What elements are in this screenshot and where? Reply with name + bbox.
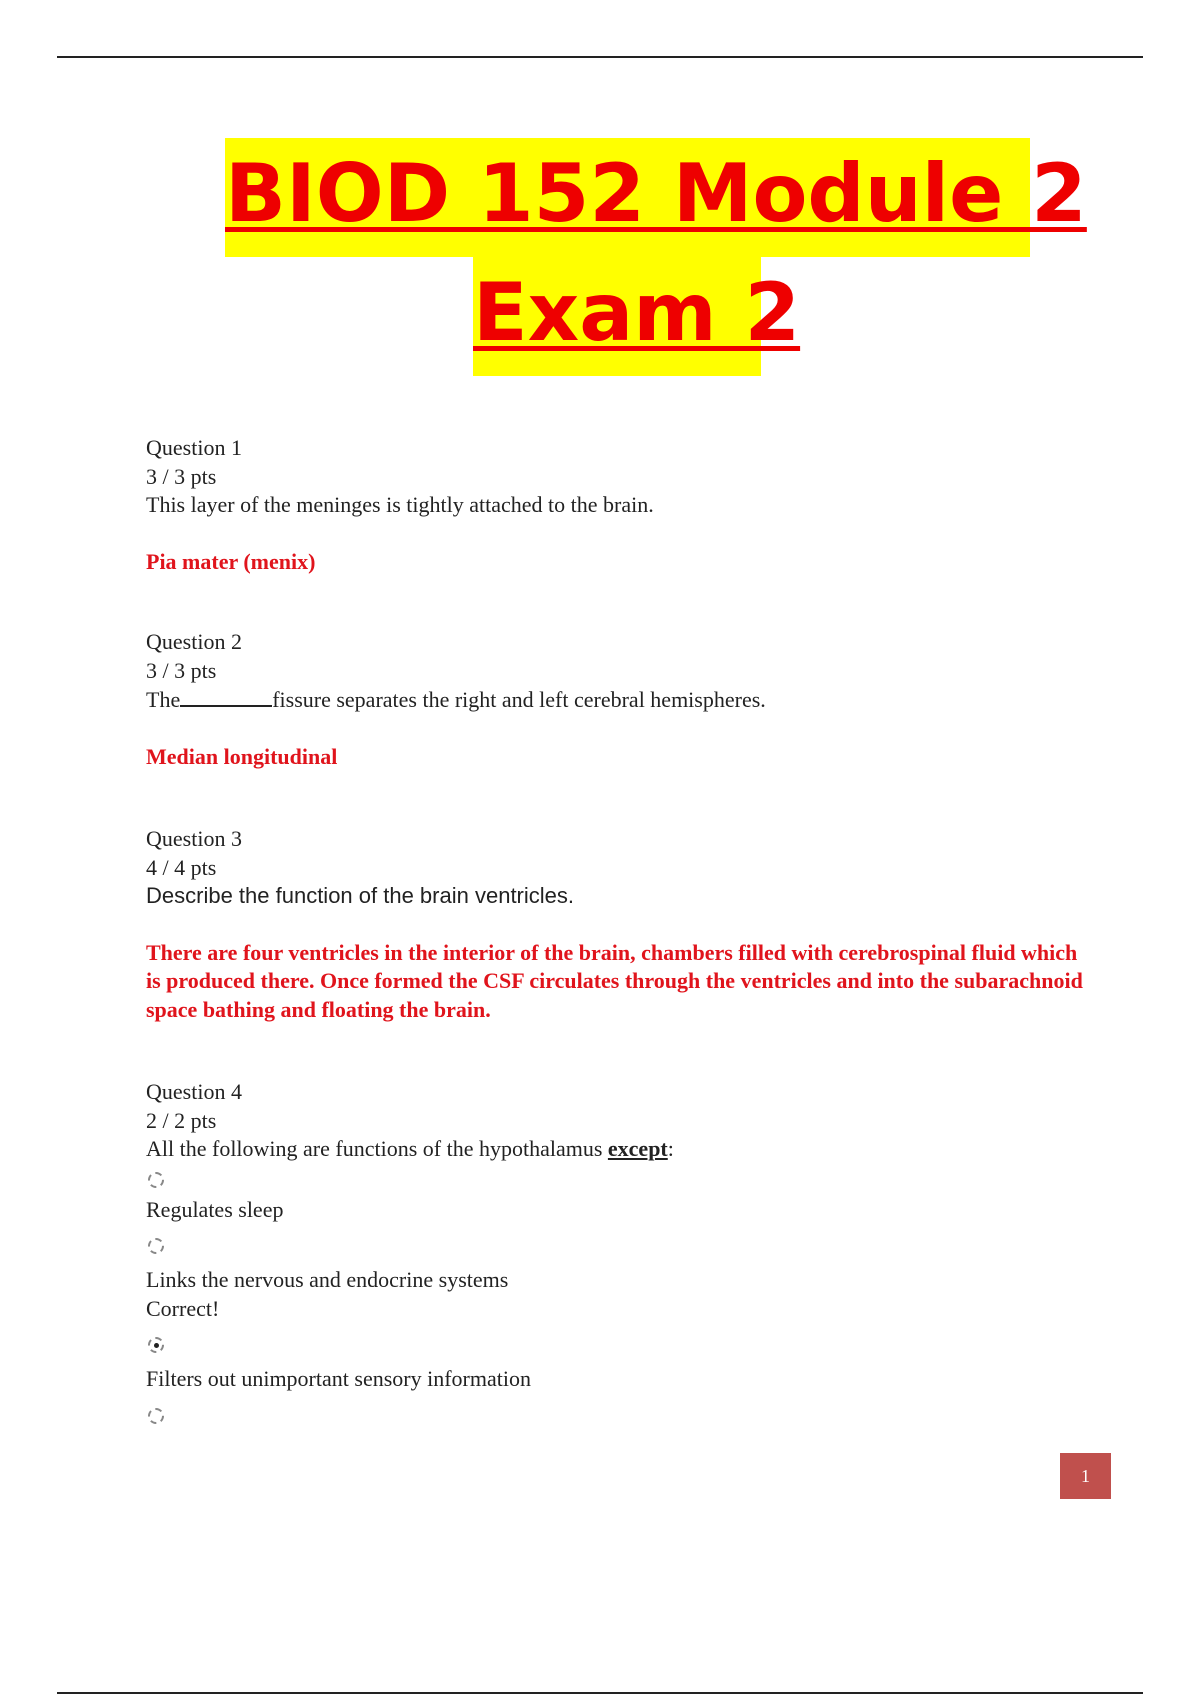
question-text-before: The: [146, 687, 181, 712]
question-points: 3 / 3 pts: [146, 463, 217, 489]
question-text: Describe the function of the brain ventricles.: [146, 883, 575, 908]
question-4: [146, 1078, 1086, 1424]
exam-content: [146, 434, 1086, 1432]
question-label: Question 2: [146, 629, 242, 654]
question-3: [146, 825, 1086, 1024]
question-label: Question 4: [146, 1079, 242, 1104]
radio-option-4[interactable]: [148, 1408, 164, 1424]
question-points: 3 / 3 pts: [146, 657, 217, 683]
radio-option-1[interactable]: [148, 1172, 164, 1188]
document-title-line-1: BIOD 152 Module 2: [225, 138, 1030, 257]
question-emphasis: except: [607, 1136, 668, 1161]
question-text: [146, 1135, 1086, 1164]
question-text: This layer of the meninges is tightly attached to the brain.: [146, 492, 654, 517]
feedback-correct: Correct!: [146, 1295, 220, 1321]
top-rule: [57, 56, 1143, 58]
question-text-after: fissure separates the right and left cerebral hemispheres.: [272, 687, 766, 712]
question-text-after: :: [667, 1136, 674, 1161]
question-answer: Median longitudinal: [146, 743, 338, 769]
question-1: [146, 434, 1086, 576]
question-text-before: All the following are functions of the hypothalamus: [146, 1136, 603, 1161]
question-2: [146, 628, 1086, 771]
question-answer: Pia mater (menix): [146, 548, 316, 574]
option-text-3: Filters out unimportant sensory information: [146, 1366, 531, 1391]
bottom-rule: [57, 1692, 1143, 1694]
question-answer: There are four ventricles in the interior of the brain, chambers filled with cerebrospinal fluid which is produced there. Once formed the CSF circulates through the ventricles and into the subarachnoid space bathing and floating the brain.: [146, 939, 1083, 1022]
question-label: Question 3: [146, 826, 242, 851]
fill-in-blank: [180, 685, 272, 707]
question-label: Question 1: [146, 435, 242, 460]
question-points: 4 / 4 pts: [146, 854, 217, 880]
radio-option-3[interactable]: [148, 1337, 164, 1353]
question-text: [146, 685, 1086, 715]
document-title-line-2: Exam 2: [473, 257, 761, 376]
option-text-2: Links the nervous and endocrine systems: [146, 1267, 509, 1292]
radio-option-2[interactable]: [148, 1238, 164, 1254]
question-points: 2 / 2 pts: [146, 1107, 217, 1133]
option-text-1: Regulates sleep: [146, 1196, 284, 1222]
page-number-badge: 1: [1060, 1453, 1111, 1499]
